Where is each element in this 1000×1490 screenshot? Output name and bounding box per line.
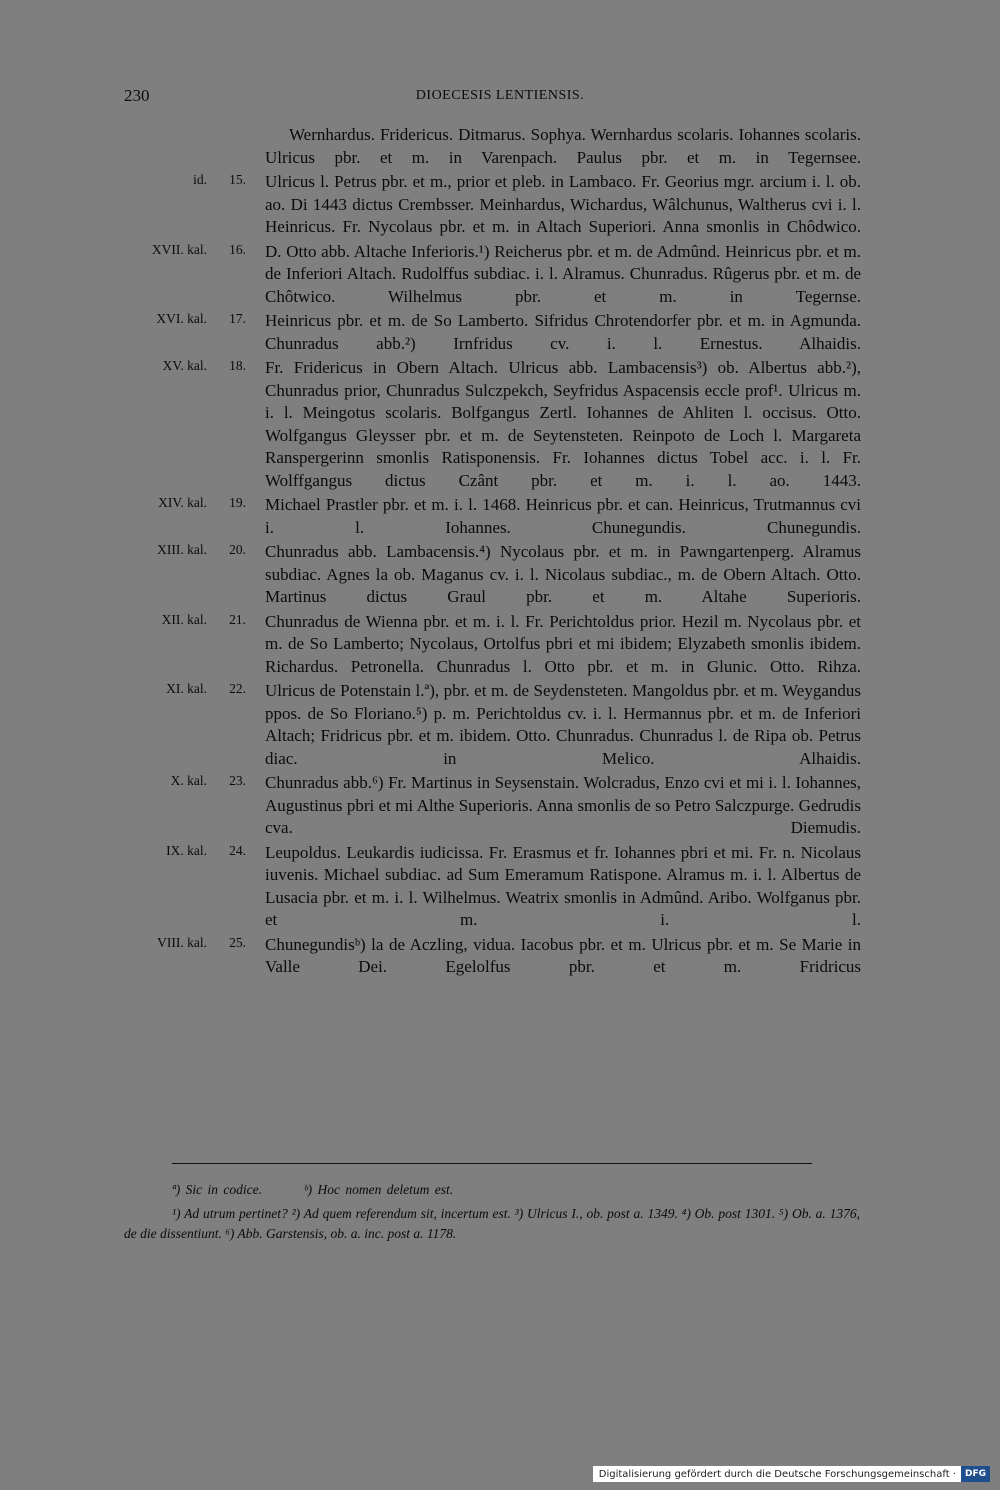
page-number: 230 bbox=[124, 86, 150, 105]
entry-id-15 bbox=[0, 171, 1000, 239]
footnotes bbox=[124, 1180, 860, 1244]
entry-23 bbox=[0, 772, 1000, 840]
calendar-entries bbox=[0, 124, 1000, 981]
entry-text: Chunradus abb. Lambacensis.⁴) Nycolaus pbr. et m. in Pawngartenperg. Alramus subdiac. Agnes la ob. Maganus cv. i. l. Nicolaus subdiac., m. de Obern Altach. Otto. Martinus dictus Graul pbr. et m. Altahe Superioris. bbox=[265, 542, 861, 606]
footnote-b: ᵇ) Hoc nomen deletum est. bbox=[303, 1182, 454, 1197]
entry-kal: XIV. kal. bbox=[158, 495, 207, 510]
entry-day: 20. bbox=[229, 542, 246, 557]
entry-day: 16. bbox=[229, 241, 246, 257]
entry-day: 19. bbox=[229, 495, 246, 510]
entry-day: 22. bbox=[229, 681, 246, 696]
page-title: DIOECESIS LENTIENSIS. bbox=[415, 88, 585, 103]
entry-kal: XI. kal. bbox=[166, 681, 207, 696]
entry-kal: XIII. kal. bbox=[157, 542, 207, 557]
entry-18 bbox=[0, 357, 1000, 492]
entry-continuation bbox=[0, 124, 1000, 169]
entry-kal: X. kal. bbox=[170, 773, 207, 788]
entry-kal: XVI. kal. bbox=[156, 311, 207, 326]
entry-day: 25. bbox=[229, 934, 246, 950]
footnote-divider bbox=[172, 1163, 812, 1164]
entry-text: Wernhardus. Fridericus. Ditmarus. Sophya. Wernhardus scolaris. Iohannes scolaris. Ulricus pbr. et m. in Varenpach. Paulus pbr. et m. in Tegernsee. bbox=[265, 125, 861, 167]
entry-text: Michael Prastler pbr. et m. i. l. 1468. Heinricus pbr. et can. Heinricus, Trutmannus cvi i. l. Iohannes. Chunegundis. Chunegundis. bbox=[265, 495, 861, 537]
entry-kal: XV. kal. bbox=[162, 358, 207, 373]
entry-20 bbox=[0, 541, 1000, 609]
dfg-logo-icon: DFG bbox=[961, 1466, 990, 1482]
entry-kal: XII. kal. bbox=[161, 611, 207, 627]
entry-25 bbox=[0, 934, 1000, 979]
entry-text: Chunradus de Wienna pbr. et m. i. l. Fr. Perichtoldus prior. Hezil m. Nycolaus pbr. et m. de So Lamberto; Nycolaus, Ortolfus pbri et mi ibidem; Elyzabeth smonlis ibidem. Richardus. Petronella. Chunradus l. Otto pbr. et m. in Glunic. Otto. Rihza. bbox=[265, 611, 861, 676]
entry-day: 17. bbox=[229, 311, 246, 326]
entry-text: Ulricus de Potenstain l.ª), pbr. et m. de Seydensteten. Mangoldus pbr. et m. Weygandus ppos. de So Floriano.⁵) p. m. Perichtoldus cv. i. l. Hermannus pbr. et m. de Inferiori Altach; Fridricus pbr. et m. ibidem. Otto. Chunradus. Chunradus l. de Ripa ob. Petrus diac. in Melico. Alhaidis. bbox=[265, 681, 861, 768]
entry-day: 15. bbox=[229, 172, 246, 187]
entry-day: 21. bbox=[229, 611, 246, 627]
footnotes-lettered bbox=[124, 1180, 860, 1200]
entry-text: Heinricus pbr. et m. de So Lamberto. Sifridus Chrotendorfer pbr. et m. in Agmunda. Chunradus abb.²) Irnfridus cv. i. l. Ernestus. Alhaidis. bbox=[265, 311, 861, 353]
entry-kal: VIII. kal. bbox=[157, 934, 207, 950]
entry-16 bbox=[0, 241, 1000, 309]
entry-text: D. Otto abb. Altache Inferioris.¹) Reicherus pbr. et m. de Admûnd. Heinricus pbr. et m. de Inferiori Altach. Rudolffus subdiac. i. l. Alramus. Chunradus. Rûgerus pbr. et m. de Chôtwico. Wilhelmus pbr. et m. in Tegernse. bbox=[265, 241, 861, 306]
digitization-credit bbox=[593, 1466, 990, 1482]
entry-text: Leupoldus. Leukardis iudicissa. Fr. Erasmus et fr. Iohannes pbri et mi. Fr. n. Nicolaus iuvenis. Michael subdiac. ad Sum Emeramum Ratispone. Alramus m. i. l. Albertus de Lusacia pbr. et m. i. l. Wilhelmus. Weatrix smonlis in Admûnd. Aribo. Wolfganus pbr. et m. i. l. bbox=[265, 842, 861, 929]
entry-21 bbox=[0, 611, 1000, 679]
entry-22 bbox=[0, 680, 1000, 770]
entry-day: 18. bbox=[229, 358, 246, 373]
entry-day: 24. bbox=[229, 842, 246, 858]
entry-kal: id. bbox=[193, 172, 207, 187]
entry-text: Fr. Fridericus in Obern Altach. Ulricus abb. Lambacensis³) ob. Albertus abb.²), Chunradus prior, Chunradus Sulczpekch, Seyfridus Aspacensis eccle prof¹. Ulricus m. i. l. Meingotus scolaris. Bolfgangus Zertl. Iohannes de Ahliten l. occisus. Otto. Wolfgangus Gleysser pbr. et m. de Seytensteten. Reinpoto de Loch l. Margareta Ranspergerinn smonlis Ratisponensis. Fr. Iohannes dictus Tobel acc. i. l. Fr. Wolffgangus dictus Czânt pbr. et m. i. l. ao. 1443. bbox=[265, 358, 861, 490]
credit-text: Digitalisierung gefördert durch die Deutsche Forschungsgemeinschaft · bbox=[598, 1468, 956, 1480]
entry-day: 23. bbox=[229, 773, 246, 788]
entry-text: Ulricus l. Petrus pbr. et m., prior et pleb. in Lambaco. Fr. Georius mgr. arcium i. l. ob. ao. Di 1443 dictus Crembsser. Meinhardus, Wichardus, Wâlchunus, Waltherus cvi i. l. Heinricus. Fr. Nycolaus pbr. et m. in Altach Superiori. Anna smonlis in Chôdwico. bbox=[265, 172, 861, 236]
entry-kal: XVII. kal. bbox=[151, 241, 207, 257]
footnotes-numbered: ¹) Ad utrum pertinet? ²) Ad quem referendum sit, incertum est. ³) Ulricus I., ob. post a. 1349. ⁴) Ob. post 1301. ⁵) Ob. a. 1376, de die dissentiunt. ⁶) Abb. Garstensis, ob. a. inc. post a. 1178. bbox=[124, 1206, 860, 1241]
entry-17 bbox=[0, 310, 1000, 355]
entry-text: Chunradus abb.⁶) Fr. Martinus in Seysenstain. Wolcradus, Enzo cvi et mi i. l. Iohannes, Augustinus pbri et mi Althe Superioris. Anna smonlis de so Petro Salczpurge. Gedrudis cva. Diemudis. bbox=[265, 773, 861, 837]
footnote-a: ª) Sic in codice. bbox=[172, 1182, 262, 1197]
entry-24 bbox=[0, 842, 1000, 932]
entry-kal: IX. kal. bbox=[166, 842, 207, 858]
entry-text: Chunegundisᵇ) la de Aczling, vidua. Iacobus pbr. et m. Ulricus pbr. et m. Se Marie in Valle Dei. Egelolfus pbr. et m. Fridricus bbox=[265, 934, 861, 976]
entry-19 bbox=[0, 494, 1000, 539]
